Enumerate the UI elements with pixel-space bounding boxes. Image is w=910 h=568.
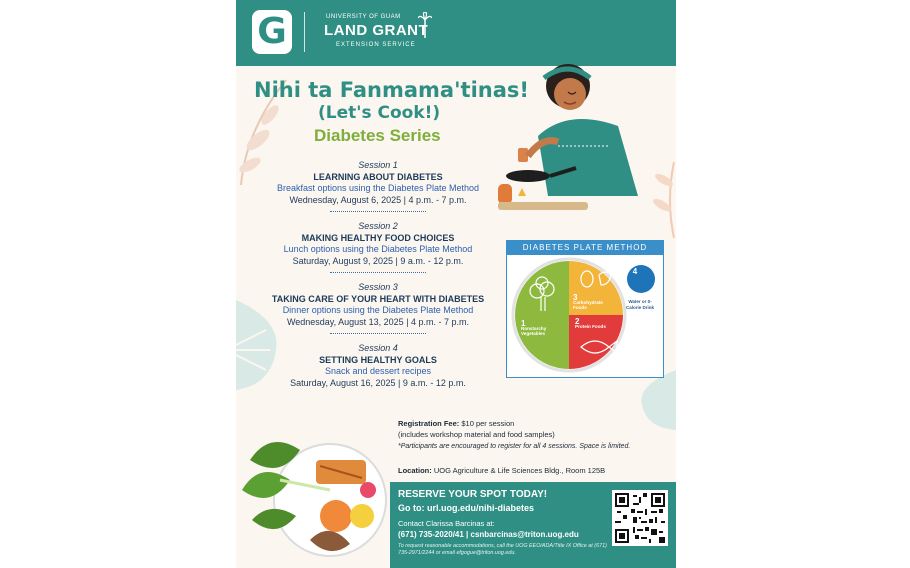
carb-text: Carbohydrate Foods: [573, 300, 603, 310]
location: [398, 466, 605, 475]
protein-number: 2: [575, 317, 580, 326]
uog-logo: G: [252, 10, 292, 54]
protein-label: [575, 319, 615, 329]
session-list: [260, 160, 496, 398]
location-value: UOG Agriculture & Life Sciences Bldg., Room 125B: [433, 466, 606, 475]
reserve-heading: RESERVE YOUR SPOT TODAY!: [398, 489, 548, 500]
session-date: Saturday, August 9, 2025 | 9 a.m. - 12 p.m.: [292, 256, 464, 266]
dotted-divider: [330, 272, 426, 273]
carb-label: [573, 295, 617, 310]
session-item: [260, 343, 496, 389]
series-title: Diabetes Series: [314, 126, 441, 145]
accommodation-note: To request reasonable accommodations, call the UOG EEO/ADA/Title IX Office at (671) 735-2971/2244 or email efgogue@triton.uog.edu.: [398, 543, 607, 556]
registration-link[interactable]: Go to: url.uog.edu/nihi-diabetes: [398, 503, 534, 513]
session-title: SETTING HEALTHY GOALS: [319, 355, 437, 365]
woman-cooking-illustration: [498, 56, 672, 216]
water-label: Water or 0-Calorie Drink: [625, 299, 654, 310]
qr-code[interactable]: [612, 490, 668, 546]
session-number: Session 4: [358, 343, 398, 353]
extension-service-label: EXTENSION SERVICE: [336, 42, 416, 48]
land-grant-title: LAND GRANT: [324, 22, 429, 39]
registration-fee: [398, 418, 670, 429]
contact-label: Contact Clarissa Barcinas at:: [398, 519, 495, 528]
healthy-food-plate-illustration: [240, 420, 390, 568]
session-description: Snack and dessert recipes: [324, 366, 432, 376]
session-description: Breakfast options using the Diabetes Plate Method: [276, 183, 480, 193]
header-divider: [304, 12, 305, 52]
fee-label: Registration Fee:: [398, 419, 460, 428]
water-number-badge: [631, 269, 639, 274]
dotted-divider: [330, 211, 426, 212]
plate-diagram: [507, 255, 663, 377]
protein-text: Protein Foods: [575, 324, 606, 329]
session-description: Dinner options using the Diabetes Plate Method: [282, 305, 474, 315]
session-date: Wednesday, August 13, 2025 | 4 p.m. - 7 p.m.: [286, 317, 470, 327]
subtitle: (Let's Cook!): [318, 103, 441, 123]
session-title: LEARNING ABOUT DIABETES: [313, 172, 443, 182]
session-date: Saturday, August 16, 2025 | 9 a.m. - 12 p.m.: [290, 378, 466, 388]
session-item: [260, 221, 496, 273]
dotted-divider: [330, 333, 426, 334]
carb-number: 3: [573, 293, 578, 302]
main-title: Nihi ta Fanmama'tinas!: [254, 78, 529, 102]
cta-band: [390, 482, 676, 568]
veg-number: 1: [521, 319, 526, 328]
flyer: [236, 0, 676, 568]
water-number: 4: [632, 267, 638, 276]
fee-value: $10 per session: [461, 419, 515, 428]
contact-phone-email[interactable]: (671) 735-2020/41 | csnbarcinas@triton.uog.edu: [398, 530, 579, 539]
session-date: Wednesday, August 6, 2025 | 4 p.m. - 7 p.m.: [289, 195, 467, 205]
veg-text: Nonstarchy Vegetables: [521, 326, 547, 336]
qr-code-icon: [615, 493, 665, 543]
plate-title: DIABETES PLATE METHOD: [507, 241, 663, 255]
session-item: [260, 282, 496, 334]
registration-info: [398, 418, 670, 452]
session-number: Session 3: [358, 282, 398, 292]
session-description: Lunch options using the Diabetes Plate Method: [283, 244, 473, 254]
session-title: TAKING CARE OF YOUR HEART WITH DIABETES: [271, 294, 485, 304]
session-number: Session 2: [358, 221, 398, 231]
session-title: MAKING HEALTHY FOOD CHOICES: [301, 233, 455, 243]
diabetes-plate-method: [506, 240, 664, 378]
palm-tree-icon: [418, 12, 432, 38]
fee-includes: (includes workshop material and food samples): [398, 430, 555, 439]
session-item: [260, 160, 496, 212]
location-label: Location:: [398, 466, 432, 475]
university-name: UNIVERSITY OF GUAM: [326, 14, 401, 20]
registration-note: *Participants are encouraged to register for all 4 sessions. Space is limited.: [398, 443, 631, 450]
session-number: Session 1: [358, 160, 398, 170]
veg-label: [521, 321, 561, 336]
